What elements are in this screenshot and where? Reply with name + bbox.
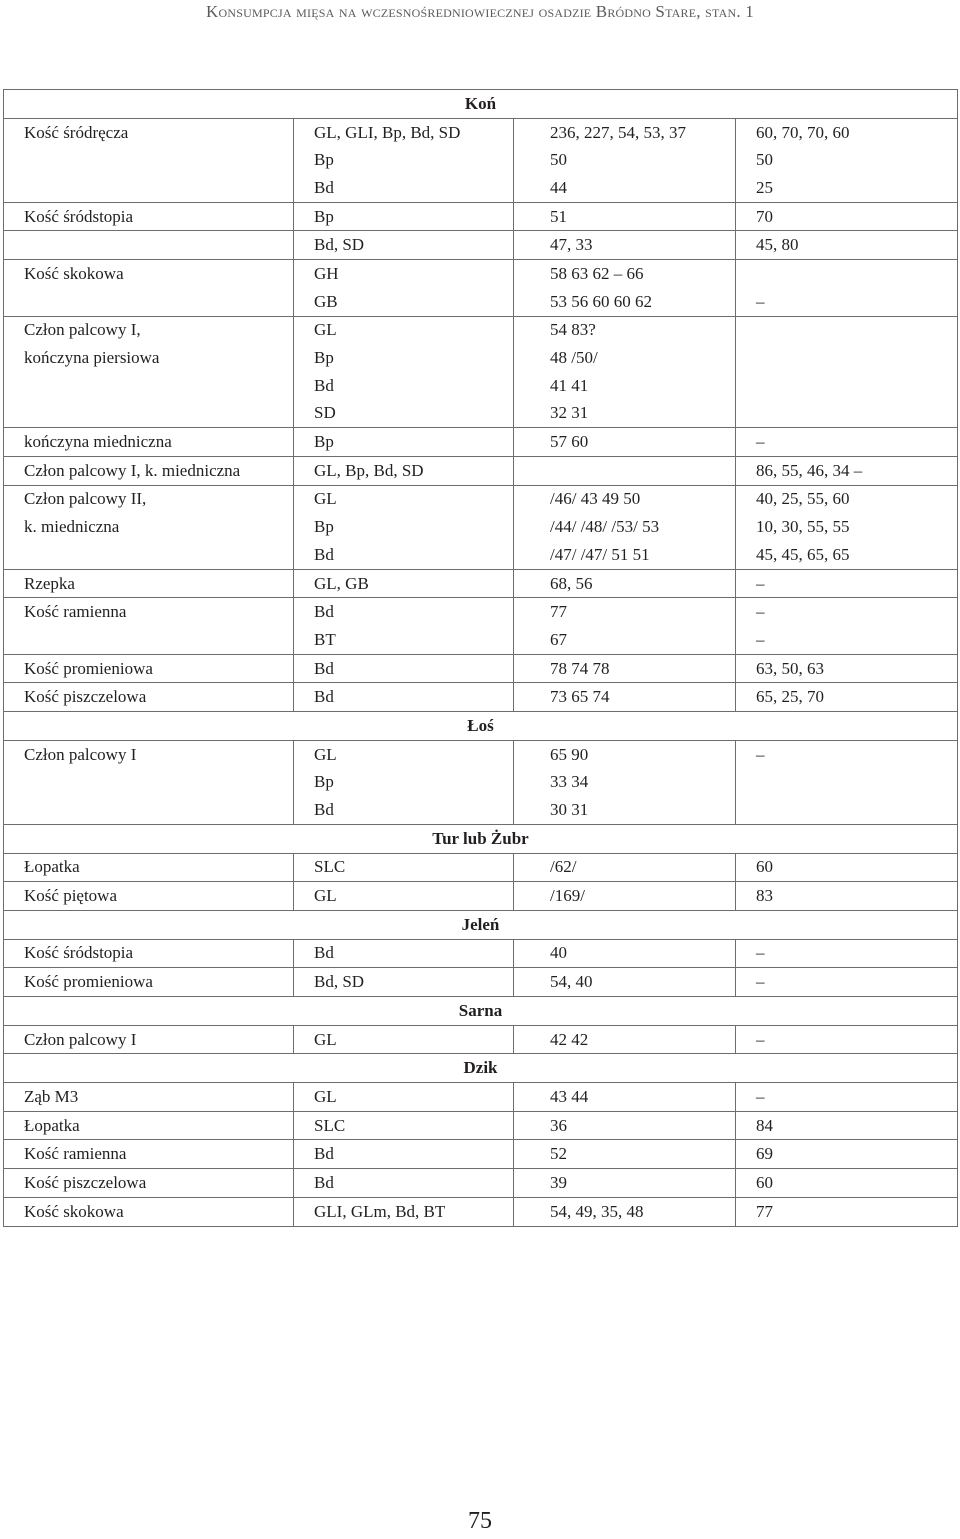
table-row [4,1025,958,1054]
measurement-code-cell: GH [294,260,514,288]
value-cell: 77 [514,598,736,626]
bone-name-cell [4,541,294,569]
table-row [4,796,958,824]
value-cell: 40 [514,939,736,968]
value-cell: 41 41 [514,372,736,400]
bone-name-cell: Człon palcowy I [4,740,294,768]
value-2-cell: – [736,288,958,316]
value-cell: 44 [514,174,736,202]
table-row [4,541,958,569]
measurement-code-cell: Bd [294,541,514,569]
value-cell: 58 63 62 – 66 [514,260,736,288]
table-row [4,968,958,997]
value-cell: 52 [514,1140,736,1169]
measurement-code-cell: Bd [294,939,514,968]
value-cell: 54, 49, 35, 48 [514,1197,736,1226]
bone-name-cell [4,146,294,174]
value-2-cell: 60, 70, 70, 60 [736,118,958,146]
section-title: Koń [4,90,958,119]
value-2-cell [736,372,958,400]
value-2-cell: 63, 50, 63 [736,654,958,683]
measurement-code-cell: GL [294,1083,514,1112]
value-cell: 36 [514,1111,736,1140]
section-header-row [4,1054,958,1083]
value-2-cell: 69 [736,1140,958,1169]
bone-name-cell: Kość śródstopia [4,202,294,231]
table-row [4,882,958,911]
value-2-cell: – [736,626,958,654]
bone-name-cell [4,231,294,260]
table-row [4,683,958,712]
bone-name-cell: Kość skokowa [4,1197,294,1226]
page-number: 75 [468,1508,492,1534]
value-2-cell: 45, 45, 65, 65 [736,541,958,569]
value-cell: 78 74 78 [514,654,736,683]
value-cell: 50 [514,146,736,174]
value-cell [514,456,736,485]
value-cell: 236, 227, 54, 53, 37 [514,118,736,146]
measurement-code-cell: Bd [294,654,514,683]
bone-name-cell: Kość śródstopia [4,939,294,968]
table-row [4,769,958,797]
measurements-table-body [4,90,958,1227]
measurement-code-cell: SLC [294,853,514,882]
table-row [4,316,958,344]
table-row [4,513,958,541]
value-cell: 51 [514,202,736,231]
bone-name-cell [4,372,294,400]
bone-name-cell: Człon palcowy I, [4,316,294,344]
bone-name-cell: k. miedniczna [4,513,294,541]
value-cell: /47/ /47/ 51 51 [514,541,736,569]
table-row [4,598,958,626]
table-row [4,626,958,654]
value-cell: 39 [514,1169,736,1198]
value-2-cell: – [736,428,958,457]
value-cell: 53 56 60 60 62 [514,288,736,316]
measurement-code-cell: GB [294,288,514,316]
value-2-cell: – [736,1025,958,1054]
measurement-code-cell: SLC [294,1111,514,1140]
value-2-cell: 40, 25, 55, 60 [736,485,958,513]
table-row [4,344,958,372]
table-row [4,456,958,485]
measurement-code-cell: SD [294,400,514,428]
value-2-cell: 86, 55, 46, 34 – [736,456,958,485]
measurement-code-cell: Bd [294,683,514,712]
measurement-code-cell: GL, Bp, Bd, SD [294,456,514,485]
value-cell: 33 34 [514,769,736,797]
value-cell: 68, 56 [514,569,736,598]
measurement-code-cell: GL [294,316,514,344]
bone-name-cell [4,174,294,202]
value-cell: 54, 40 [514,968,736,997]
value-cell: 67 [514,626,736,654]
measurements-table [3,89,958,1227]
value-2-cell: 83 [736,882,958,911]
running-header [0,2,960,22]
bone-name-cell: Człon palcowy I, k. miedniczna [4,456,294,485]
bone-name-cell: Kość piszczelowa [4,1169,294,1198]
measurement-code-cell: Bp [294,513,514,541]
measurement-code-cell: Bd, SD [294,968,514,997]
table-row [4,231,958,260]
measurement-code-cell: GL, GLI, Bp, Bd, SD [294,118,514,146]
value-cell: 48 /50/ [514,344,736,372]
value-2-cell: – [736,569,958,598]
value-2-cell [736,769,958,797]
measurement-code-cell: GL [294,740,514,768]
value-2-cell [736,400,958,428]
bone-name-cell: Kość ramienna [4,598,294,626]
section-title: Tur lub Żubr [4,824,958,853]
value-2-cell: 70 [736,202,958,231]
table-row [4,428,958,457]
value-cell: 32 31 [514,400,736,428]
measurement-code-cell: Bp [294,146,514,174]
bone-name-cell: Kość promieniowa [4,968,294,997]
header-title: Konsumpcja mięsa na wczesnośredniowiecznej osadzie Bródno Stare, stan. 1 [206,2,754,21]
value-cell: 65 90 [514,740,736,768]
bone-name-cell: Człon palcowy I [4,1025,294,1054]
value-cell: /62/ [514,853,736,882]
bone-name-cell: Kość skokowa [4,260,294,288]
section-header-row [4,824,958,853]
section-title: Jeleń [4,910,958,939]
value-2-cell: – [736,968,958,997]
section-header-row [4,712,958,741]
table-row [4,853,958,882]
bone-name-cell: Kość piętowa [4,882,294,911]
section-header-row [4,90,958,119]
bone-name-cell: Łopatka [4,853,294,882]
measurement-code-cell: GL [294,485,514,513]
table-row [4,939,958,968]
table-row [4,174,958,202]
bone-name-cell: Łopatka [4,1111,294,1140]
table-row [4,400,958,428]
value-2-cell [736,796,958,824]
value-2-cell: 10, 30, 55, 55 [736,513,958,541]
bone-name-cell: Kość promieniowa [4,654,294,683]
value-2-cell [736,344,958,372]
value-cell: /169/ [514,882,736,911]
table-row [4,569,958,598]
measurement-code-cell: Bp [294,769,514,797]
value-cell: 43 44 [514,1083,736,1112]
measurement-code-cell: Bd [294,1140,514,1169]
value-2-cell [736,316,958,344]
value-2-cell: 25 [736,174,958,202]
value-cell: 54 83? [514,316,736,344]
table-row [4,485,958,513]
table-row [4,118,958,146]
table-row [4,1197,958,1226]
value-2-cell: 60 [736,853,958,882]
bone-name-cell [4,769,294,797]
bone-name-cell: Ząb M3 [4,1083,294,1112]
measurement-code-cell: Bd [294,1169,514,1198]
section-title: Łoś [4,712,958,741]
bone-name-cell [4,796,294,824]
bone-name-cell: kończyna miedniczna [4,428,294,457]
bone-name-cell: Człon palcowy II, [4,485,294,513]
value-2-cell: 60 [736,1169,958,1198]
table-row [4,288,958,316]
bone-name-cell: Kość ramienna [4,1140,294,1169]
value-2-cell: 65, 25, 70 [736,683,958,712]
value-cell: 47, 33 [514,231,736,260]
value-cell: 57 60 [514,428,736,457]
section-title: Dzik [4,1054,958,1083]
measurement-code-cell: Bp [294,428,514,457]
value-cell: /46/ 43 49 50 [514,485,736,513]
table-row [4,372,958,400]
bone-name-cell: kończyna piersiowa [4,344,294,372]
measurement-code-cell: Bd [294,796,514,824]
table-row [4,1140,958,1169]
value-cell: 30 31 [514,796,736,824]
value-cell: 73 65 74 [514,683,736,712]
table-row [4,740,958,768]
bone-name-cell [4,288,294,316]
measurement-code-cell: BT [294,626,514,654]
measurement-code-cell: Bd [294,598,514,626]
value-2-cell: 84 [736,1111,958,1140]
measurement-code-cell: GLI, GLm, Bd, BT [294,1197,514,1226]
table-row [4,654,958,683]
section-header-row [4,997,958,1026]
section-title: Sarna [4,997,958,1026]
value-2-cell: – [736,939,958,968]
value-2-cell [736,260,958,288]
section-header-row [4,910,958,939]
value-2-cell: 77 [736,1197,958,1226]
measurement-code-cell: Bd [294,174,514,202]
bone-name-cell: Kość śródręcza [4,118,294,146]
measurement-code-cell: Bp [294,344,514,372]
bone-name-cell: Kość piszczelowa [4,683,294,712]
table-row [4,146,958,174]
value-2-cell: 45, 80 [736,231,958,260]
table-row [4,1169,958,1198]
measurement-code-cell: Bp [294,202,514,231]
value-cell: /44/ /48/ /53/ 53 [514,513,736,541]
value-cell: 42 42 [514,1025,736,1054]
value-2-cell: – [736,740,958,768]
bone-name-cell [4,626,294,654]
table-row [4,1111,958,1140]
value-2-cell: – [736,1083,958,1112]
bone-name-cell [4,400,294,428]
measurement-code-cell: GL [294,1025,514,1054]
table-row [4,202,958,231]
bone-name-cell: Rzepka [4,569,294,598]
measurement-code-cell: GL [294,882,514,911]
measurement-code-cell: GL, GB [294,569,514,598]
table-row [4,260,958,288]
measurement-code-cell: Bd, SD [294,231,514,260]
value-2-cell: – [736,598,958,626]
value-2-cell: 50 [736,146,958,174]
table-row [4,1083,958,1112]
measurement-code-cell: Bd [294,372,514,400]
